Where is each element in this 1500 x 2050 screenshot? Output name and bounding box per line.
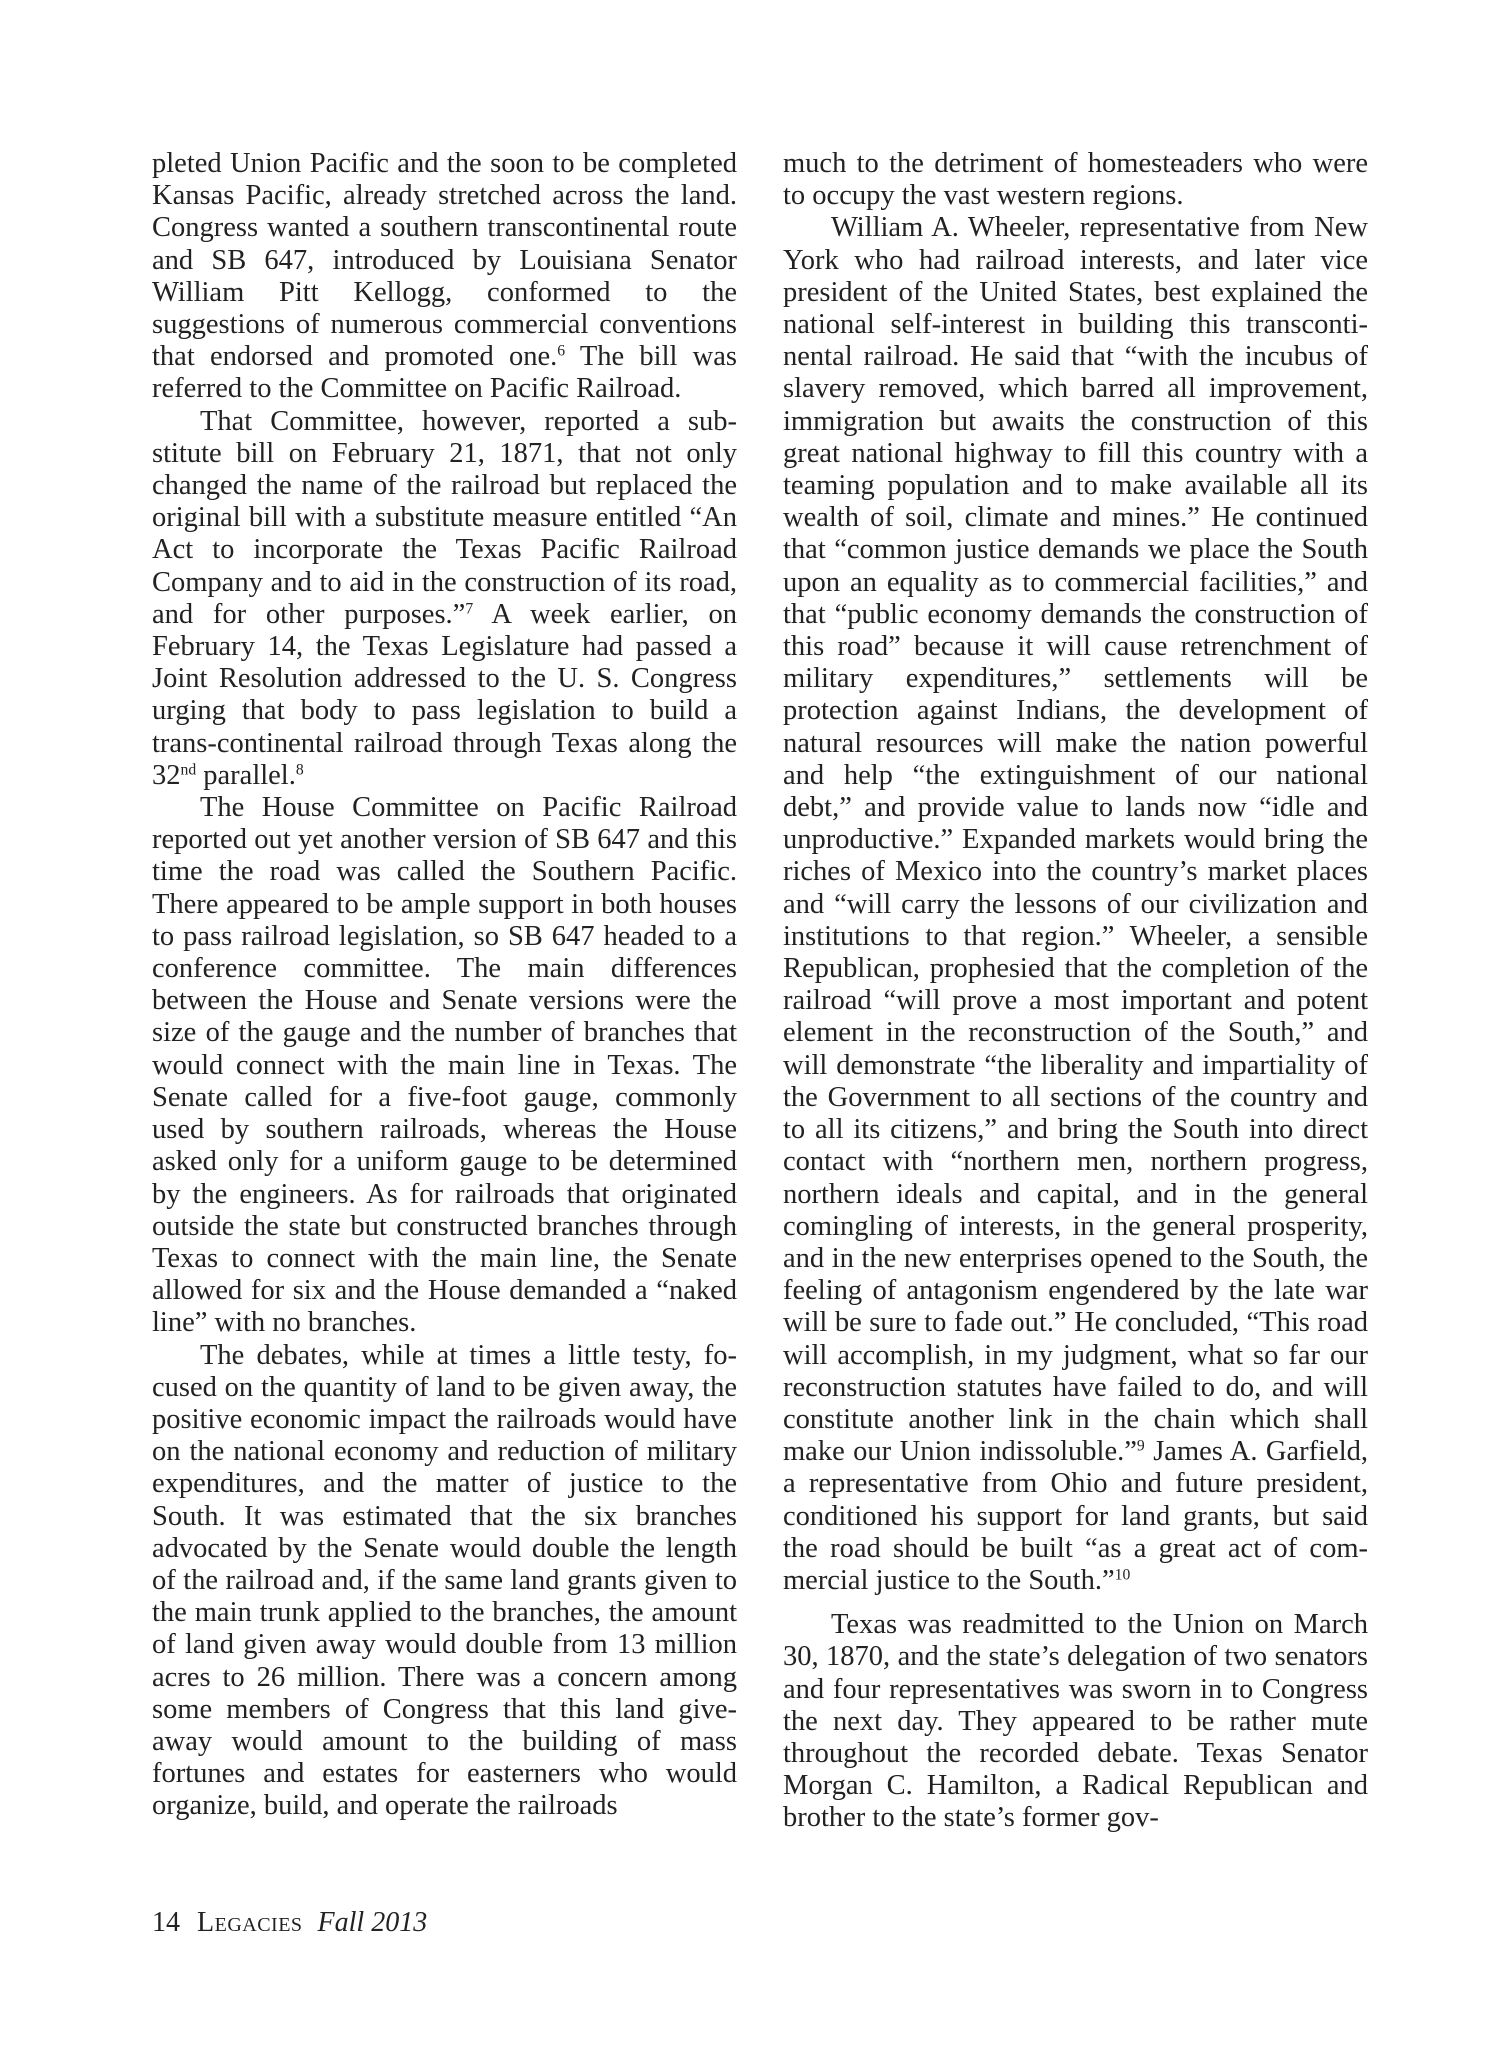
right-column: [783, 148, 1368, 1835]
left-paragraph-2: That Committee, however, reported a substitute bill on February 21, 1871, that not only changed the name of the railroad but replaced the original bill with a substitute measure entitled “An Act to incorporate the Texas Pacific Railroad Company and to aid in the construction of its road, and for other purposes.”$^7$ A week earlier, on February 14, the Texas Legislature had passed a Joint Resolution addressed to the U. S. Congress urging that body to pass legislation to build a trans-continental railroad through Texas along the 32nd parallel.$^8$: [152, 405, 737, 791]
left-paragraph-1: pleted Union Pacific and the soon to be completed Kansas Pacific, already stretched across the land. Congress wanted a southern transcontinental route and SB 647, introduced by Louisiana Senator William Pitt Kellogg, conformed to the suggestions of numerous commercial conventions that endorsed and promoted one.$^6$ The bill was referred to the Committee on Pacific Railroad.: [152, 148, 737, 405]
page-number: 14: [152, 1907, 180, 1938]
footnote-ref-7: 7: [465, 600, 474, 618]
footnote-ref-6: 6: [557, 342, 566, 360]
footnote-ref-9: 9: [1136, 1437, 1145, 1455]
right-paragraph-1: much to the detriment of homesteaders who were to occupy the vast western regions.: [783, 148, 1368, 212]
left-paragraph-4: The debates, while at times a little testy, focused on the quantity of land to be given away, the positive economic impact the railroads would have on the national economy and reduction of military expenditures, and the matter of justice to the South. It was estimated that the six branches advocated by the Senate would double the length of the railroad and, if the same land grants given to the main trunk applied to the branches, the amount of land given away would double from 13 million acres to 26 million. There was a concern among some members of Congress that this land give-away would amount to the building of mass fortunes and estates for easterners who would organize, build, and operate the railroads: [152, 1339, 737, 1822]
right-paragraph-2: William A. Wheeler, representative from New York who had railroad interests, and later vice president of the United States, best explained the national self-interest in building this transcontinental railroad. He said that “with the incubus of slavery removed, which barred all improvement, immigration but awaits the construction of this great national highway to fill this country with a teaming population and to make available all its wealth of soil, climate and mines.” He continued that “common justice demands we place the South upon an equality as to commercial facilities,” and that “public economy demands the construction of this road” because it will cause retrenchment of military expenditures,” settlements will be protection against Indians, the development of natural resources will make the nation powerful and help “the extinguishment of our national debt,” and provide value to lands now “idle and unproductive.” Expanded markets would bring the riches of Mexico into the country’s market places and “will carry the lessons of our civilization and institutions to that region.” Wheeler, a sensible Republican, prophesied that the completion of the railroad “will prove a most important and potent element in the reconstruction of the South,” and will demonstrate “the liberality and impartiality of the Government to all sections of the country and to all its citizens,” and bring the South into direct contact with “northern men, northern progress, northern ideals and capital, and in the general comingling of interests, in the general prosperity, and in the new enterprises opened to the South, the feeling of antagonism engendered by the late war will be sure to fade out.” He concluded, “This road will accomplish, in my judgment, what so far our reconstruction statutes have failed to do, and will constitute another link in the chain which shall make our Union indissoluble.”$^9$ James A. Garfield, a representative from Ohio and future president, conditioned his support for land grants, but said the road should be built “as a great act of commercial justice to the South.”$^{10}$: [783, 212, 1368, 1596]
right-paragraph-3: Texas was readmitted to the Union on March 30, 1870, and the state’s delegation of two senators and four representatives was sworn in to Congress the next day. They appeared to be rather mute throughout the recorded debate. Texas Senator Morgan C. Hamilton, a Radical Republican and brother to the state’s former gov-: [783, 1609, 1368, 1834]
footnote-ref-8: 8: [295, 761, 304, 779]
ordinal-suffix: nd: [180, 761, 197, 779]
left-paragraph-3: The House Committee on Pacific Railroad reported out yet another version of SB 647 and this time the road was called the Southern Pacific. There appeared to be ample support in both houses to pass railroad legislation, so SB 647 headed to a conference committee. The main differences between the House and Senate versions were the size of the gauge and the number of branches that would connect with the main line in Texas. The Senate called for a five-foot gauge, commonly used by southern railroads, whereas the House asked only for a uniform gauge to be determined by the engineers. As for railroads that originated outside the state but constructed branches through Texas to connect with the main line, the Senate allowed for six and the House demanded a “naked line” with no branches.: [152, 792, 737, 1339]
page-footer: [152, 1907, 427, 1939]
footnote-ref-10: 10: [1114, 1566, 1131, 1584]
left-column: [152, 148, 737, 1823]
issue-label: Fall 2013: [317, 1907, 428, 1938]
magazine-name: Legacies: [197, 1907, 303, 1938]
